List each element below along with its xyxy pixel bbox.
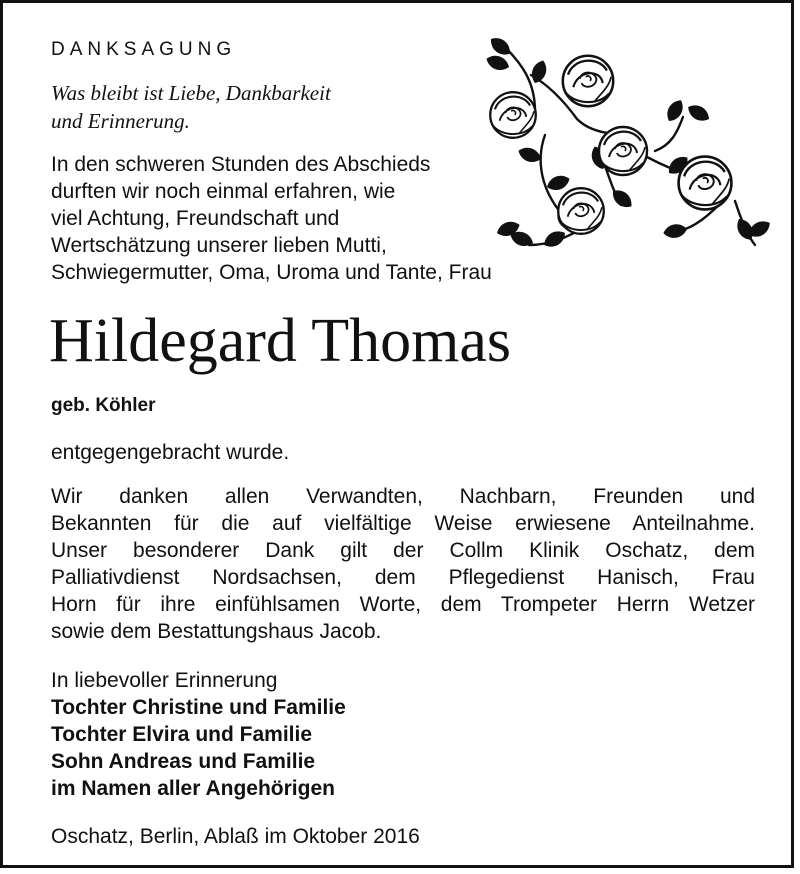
intro-line: viel Achtung, Freundschaft und: [51, 207, 340, 230]
rose-branch-icon: [473, 23, 793, 273]
maiden-name: geb. Köhler: [51, 395, 156, 416]
motto: [51, 79, 331, 135]
thanks-line: Horn für ihre einfühlsamen Worte, dem Trompeter Herrn Wetzer: [51, 593, 755, 616]
thanks-paragraph: [51, 483, 755, 645]
signoff-intro: In liebevoller Erinnerung: [51, 669, 278, 692]
notice-heading: DANKSAGUNG: [51, 39, 237, 60]
signer-line: Tochter Elvira und Familie: [51, 723, 313, 746]
deceased-name: Hildegard Thomas: [49, 307, 512, 375]
signer-line: Tochter Christine und Familie: [51, 696, 346, 719]
intro-line: Wertschätzung unserer lieben Mutti,: [51, 234, 387, 257]
motto-line: Was bleibt ist Liebe, Dankbarkeit: [51, 81, 331, 105]
motto-line: und Erinnerung.: [51, 109, 190, 133]
signer-line: Sohn Andreas und Familie: [51, 750, 316, 773]
intro-line: durften wir noch einmal erfahren, wie: [51, 180, 396, 203]
thanks-line: Bekannten für die auf vielfältige Weise erwiesene Anteilnahme.: [51, 512, 755, 535]
signoff-block: [51, 667, 346, 802]
thanks-line: sowie dem Bestattungshaus Jacob.: [51, 620, 382, 643]
signer-line: im Namen aller Angehörigen: [51, 777, 335, 800]
intro-line: In den schweren Stunden des Abschieds: [51, 153, 431, 176]
received-line: entgegengebracht wurde.: [51, 441, 290, 464]
thanks-line: Wir danken allen Verwandten, Nachbarn, Freunden und: [51, 485, 755, 508]
place-date: Oschatz, Berlin, Ablaß im Oktober 2016: [51, 825, 420, 848]
thanks-line: Unser besonderer Dank gilt der Collm Klinik Oschatz, dem: [51, 539, 755, 562]
intro-line: Schwiegermutter, Oma, Uroma und Tante, Frau: [51, 261, 492, 284]
thanks-line: Palliativdienst Nordsachsen, dem Pflegedienst Hanisch, Frau: [51, 566, 755, 589]
intro-paragraph: [51, 151, 492, 286]
